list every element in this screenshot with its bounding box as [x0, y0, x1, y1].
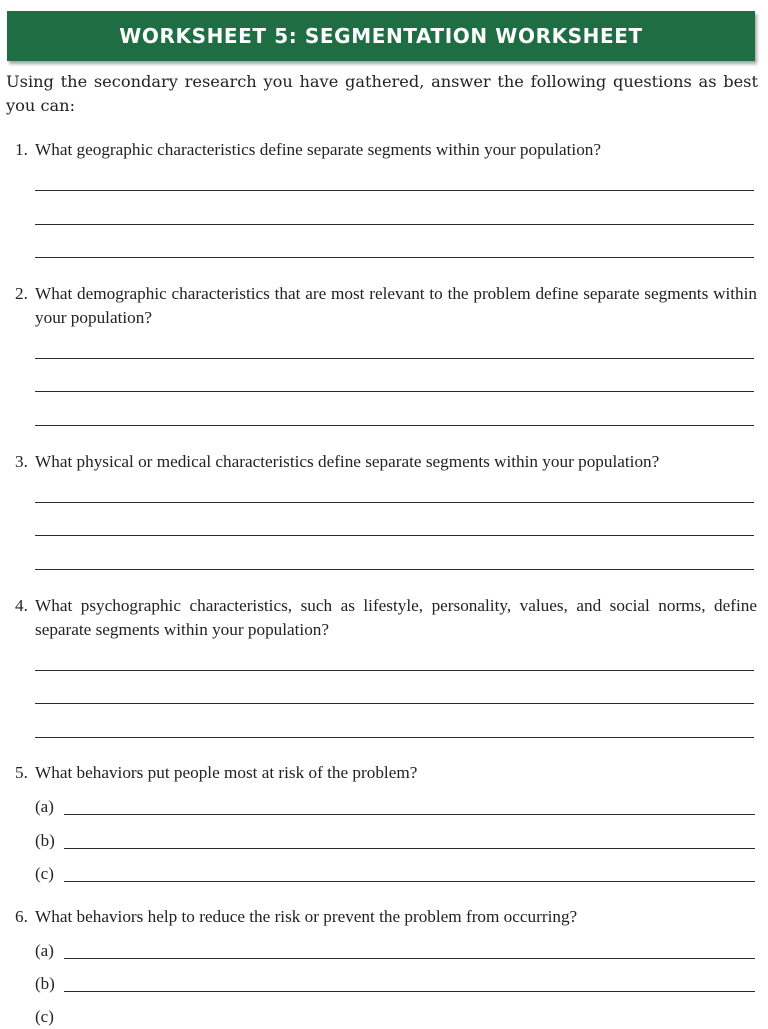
question-2 — [15, 282, 757, 330]
answer-line[interactable] — [35, 703, 754, 704]
answer-line[interactable] — [35, 425, 754, 426]
question-number: 4. — [15, 596, 28, 615]
item-label: (b) — [35, 831, 55, 850]
question-4 — [15, 594, 757, 642]
question-1 — [15, 138, 757, 162]
worksheet-title: WORKSHEET 5: SEGMENTATION WORKSHEET — [119, 24, 643, 48]
answer-item-c[interactable] — [35, 862, 755, 886]
question-text: What psychographic characteristics, such as lifestyle, personality, values, and social norms, define separate segments within your population? — [35, 596, 757, 639]
answer-line[interactable] — [35, 358, 754, 359]
answer-line[interactable] — [64, 991, 755, 992]
item-label: (a) — [35, 797, 54, 816]
question-text: What geographic characteristics define separate segments within your population? — [35, 140, 602, 159]
question-5 — [15, 761, 757, 785]
answer-item-b[interactable] — [35, 829, 755, 853]
question-text: What behaviors put people most at risk of the problem? — [35, 763, 418, 782]
answer-item-a[interactable] — [35, 939, 755, 963]
answer-line[interactable] — [35, 190, 754, 191]
worksheet-header-banner — [7, 11, 755, 61]
question-3 — [15, 450, 757, 474]
answer-line[interactable] — [35, 535, 754, 536]
answer-line[interactable] — [35, 737, 754, 738]
question-text: What behaviors help to reduce the risk or prevent the problem from occurring? — [35, 907, 578, 926]
answer-line[interactable] — [64, 881, 755, 882]
answer-item-c[interactable] — [35, 1005, 755, 1029]
question-number: 3. — [15, 452, 28, 471]
item-label: (a) — [35, 941, 54, 960]
answer-line[interactable] — [35, 391, 754, 392]
question-number: 2. — [15, 284, 28, 303]
answer-line[interactable] — [64, 848, 755, 849]
answer-item-b[interactable] — [35, 972, 755, 996]
question-number: 6. — [15, 907, 28, 926]
item-label: (c) — [35, 1007, 54, 1026]
item-label: (c) — [35, 864, 54, 883]
question-text: What physical or medical characteristics define separate segments within your population? — [35, 452, 660, 471]
intro-text: Using the secondary research you have gathered, answer the following questions as best you can: — [6, 72, 758, 115]
answer-line[interactable] — [35, 257, 754, 258]
answer-line[interactable] — [35, 224, 754, 225]
question-number: 5. — [15, 763, 28, 782]
answer-item-a[interactable] — [35, 795, 755, 819]
question-text: What demographic characteristics that are most relevant to the problem define separate segments within your population? — [35, 284, 757, 327]
question-6 — [15, 905, 757, 929]
answer-line[interactable] — [64, 814, 755, 815]
answer-line[interactable] — [35, 569, 754, 570]
question-number: 1. — [15, 140, 28, 159]
item-label: (b) — [35, 974, 55, 993]
answer-line[interactable] — [35, 502, 754, 503]
answer-line[interactable] — [35, 670, 754, 671]
answer-line[interactable] — [64, 958, 755, 959]
